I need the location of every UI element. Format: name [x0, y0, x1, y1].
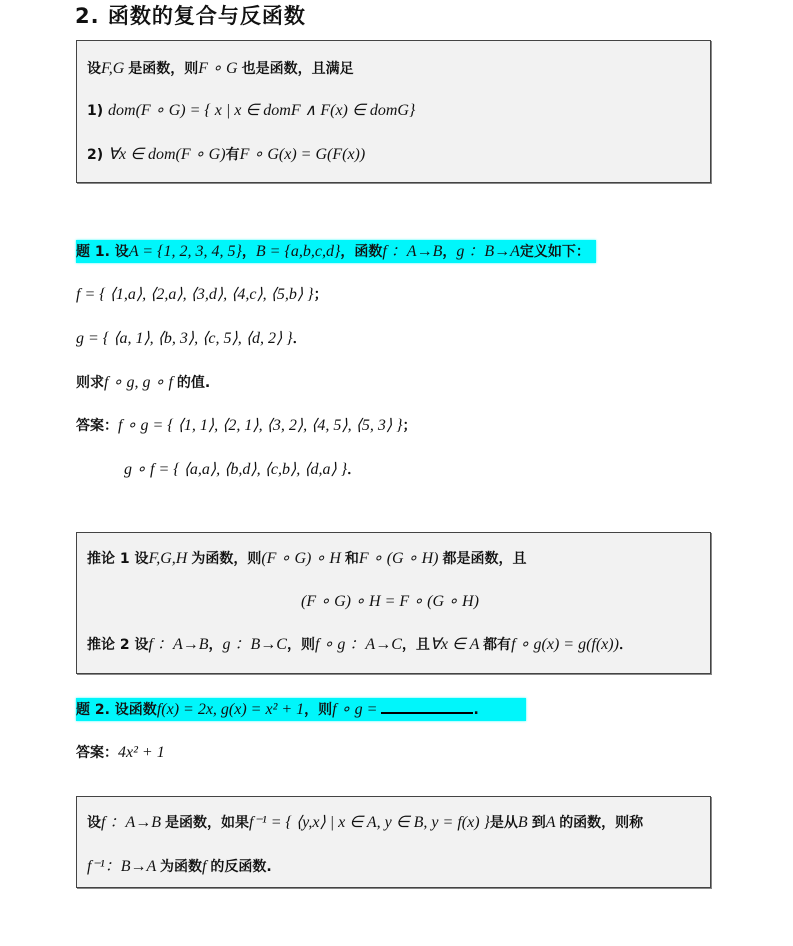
- problem-1-answer-gf: [124, 458, 361, 481]
- text-segment: 答案：: [76, 418, 118, 434]
- problem-1-answer-fg: [76, 414, 416, 437]
- problem-1-question: [76, 240, 596, 263]
- text-segment: 推论 1 设: [87, 551, 149, 567]
- text-segment: ，: [208, 637, 223, 653]
- math-expression: f⁻¹ = { ⟨y,x⟩ | x ∈ A, y ∈ B, y = f(x) }: [249, 814, 490, 831]
- math-expression: f: [201, 858, 211, 875]
- math-expression: 4x² + 1: [118, 744, 165, 761]
- text-segment: ；: [402, 418, 417, 434]
- math-expression: f⁻¹：B→A: [87, 858, 160, 875]
- section-title: 2. 函数的复合与反函数: [75, 4, 306, 28]
- text-segment: 则求: [76, 375, 104, 391]
- math-expression: f ∘ g(x) = g(f(x)): [511, 636, 619, 653]
- math-expression: g ：B→C: [222, 636, 287, 653]
- math-expression: (F ∘ G) ∘ H: [261, 550, 345, 567]
- text-segment: 是从: [489, 815, 518, 831]
- text-segment: 为函数: [159, 859, 202, 875]
- problem-2-text: [76, 700, 381, 718]
- text-segment: 题 2. 设函数: [76, 702, 157, 718]
- math-expression: g ∘ f = { ⟨a,a⟩, ⟨b,d⟩, ⟨c,b⟩, ⟨d,a⟩ }: [124, 461, 348, 478]
- text-segment: 有: [225, 147, 240, 163]
- text-segment: ，函数: [340, 244, 383, 260]
- inverse-definition-line-2: [87, 855, 272, 878]
- corollary-box: [76, 532, 711, 674]
- problem-1-ask: [76, 371, 210, 394]
- math-expression: F,G: [101, 60, 129, 77]
- text-segment: 定义如下：: [519, 244, 590, 260]
- text-segment: 设: [87, 815, 101, 831]
- math-expression: g ：B→A: [456, 243, 520, 260]
- text-segment: 答案：: [76, 745, 118, 761]
- text-segment: ．: [347, 462, 362, 478]
- math-expression: f(x) = 2x, g(x) = x² + 1: [156, 701, 305, 718]
- text-segment: 的值.: [176, 375, 211, 391]
- problem-1-f-definition: [76, 283, 328, 306]
- math-expression: ∀x ∈ A: [429, 636, 484, 653]
- math-expression: F ∘ (G ∘ H): [358, 550, 443, 567]
- text-segment: 的函数，则称: [559, 815, 644, 831]
- text-segment: 都是函数，且: [442, 551, 527, 567]
- text-segment: 为函数，则: [191, 551, 262, 567]
- math-expression: f ∘ g, g ∘ f: [104, 374, 177, 391]
- text-segment: 的反函数.: [210, 859, 272, 875]
- math-expression: A: [545, 814, 560, 831]
- definition-box-inverse: [76, 796, 711, 888]
- math-expression: A = {1, 2, 3, 4, 5}: [128, 243, 242, 260]
- math-expression: F ∘ G: [198, 60, 242, 77]
- text-segment: 题 1. 设: [76, 244, 129, 260]
- problem-2-question: 题 2. 设函数f(x) = 2x, g(x) = x² + 1，则f ∘ g = .: [76, 698, 526, 721]
- problem-2-answer: [76, 741, 165, 764]
- text-segment: ；: [313, 287, 328, 303]
- text-segment: ，则: [286, 637, 315, 653]
- math-expression: ∀x ∈ dom(F ∘ G): [108, 146, 226, 163]
- inverse-definition-line-1: [87, 811, 643, 834]
- text-segment: 2): [87, 147, 109, 163]
- text-segment: 和: [344, 551, 359, 567]
- math-expression: (F ∘ G) ∘ H = F ∘ (G ∘ H): [301, 593, 479, 610]
- text-segment: 推论 2 设: [87, 637, 149, 653]
- text-segment: 到: [531, 815, 546, 831]
- math-expression: f = { ⟨1,a⟩, ⟨2,a⟩, ⟨3,d⟩, ⟨4,c⟩, ⟨5,b⟩ }: [76, 286, 314, 303]
- definition-box-composition: [76, 40, 711, 183]
- math-expression: f ：A→B: [101, 814, 165, 831]
- text-segment: ．: [618, 637, 633, 653]
- corollary-1: [87, 547, 526, 570]
- corollary-1-equation: [301, 590, 479, 613]
- text-segment: ．: [292, 331, 307, 347]
- corollary-2: [87, 633, 633, 656]
- definition-intro: [87, 57, 354, 80]
- text-segment: 1): [87, 103, 109, 119]
- math-expression: f ∘ g ：A→C: [314, 636, 402, 653]
- math-expression: B: [517, 814, 532, 831]
- text-segment: 也是函数，且满足: [241, 61, 354, 77]
- problem-1-g-definition: [76, 327, 307, 350]
- text-segment: 是函数，则: [128, 61, 199, 77]
- math-expression: f ：A→B: [148, 636, 209, 653]
- text-segment: 设: [87, 61, 101, 77]
- math-expression: f ∘ g =: [332, 701, 382, 718]
- text-segment: 都有: [483, 637, 512, 653]
- math-expression: f ：A→B: [382, 243, 443, 260]
- condition-2: [87, 143, 365, 166]
- math-expression: F,G,H: [148, 550, 192, 567]
- math-expression: dom(F ∘ G) = { x | x ∈ domF ∧ F(x) ∈ domG}: [108, 102, 416, 119]
- math-expression: F ∘ G(x) = G(F(x)): [239, 146, 366, 163]
- text-segment: ，且: [401, 637, 430, 653]
- math-expression: g = { ⟨a, 1⟩, ⟨b, 3⟩, ⟨c, 5⟩, ⟨d, 2⟩ }: [76, 330, 293, 347]
- text-segment: ，: [442, 244, 457, 260]
- text-segment: 是函数，如果: [165, 815, 249, 831]
- text-segment: ，则: [304, 702, 333, 718]
- math-expression: B = {a,b,c,d}: [255, 243, 341, 260]
- condition-1: [87, 99, 415, 122]
- math-expression: f ∘ g = { ⟨1, 1⟩, ⟨2, 1⟩, ⟨3, 2⟩, ⟨4, 5⟩, ⟨5, 3⟩ }: [118, 417, 403, 434]
- answer-blank: [381, 698, 473, 714]
- text-segment: ，: [241, 244, 256, 260]
